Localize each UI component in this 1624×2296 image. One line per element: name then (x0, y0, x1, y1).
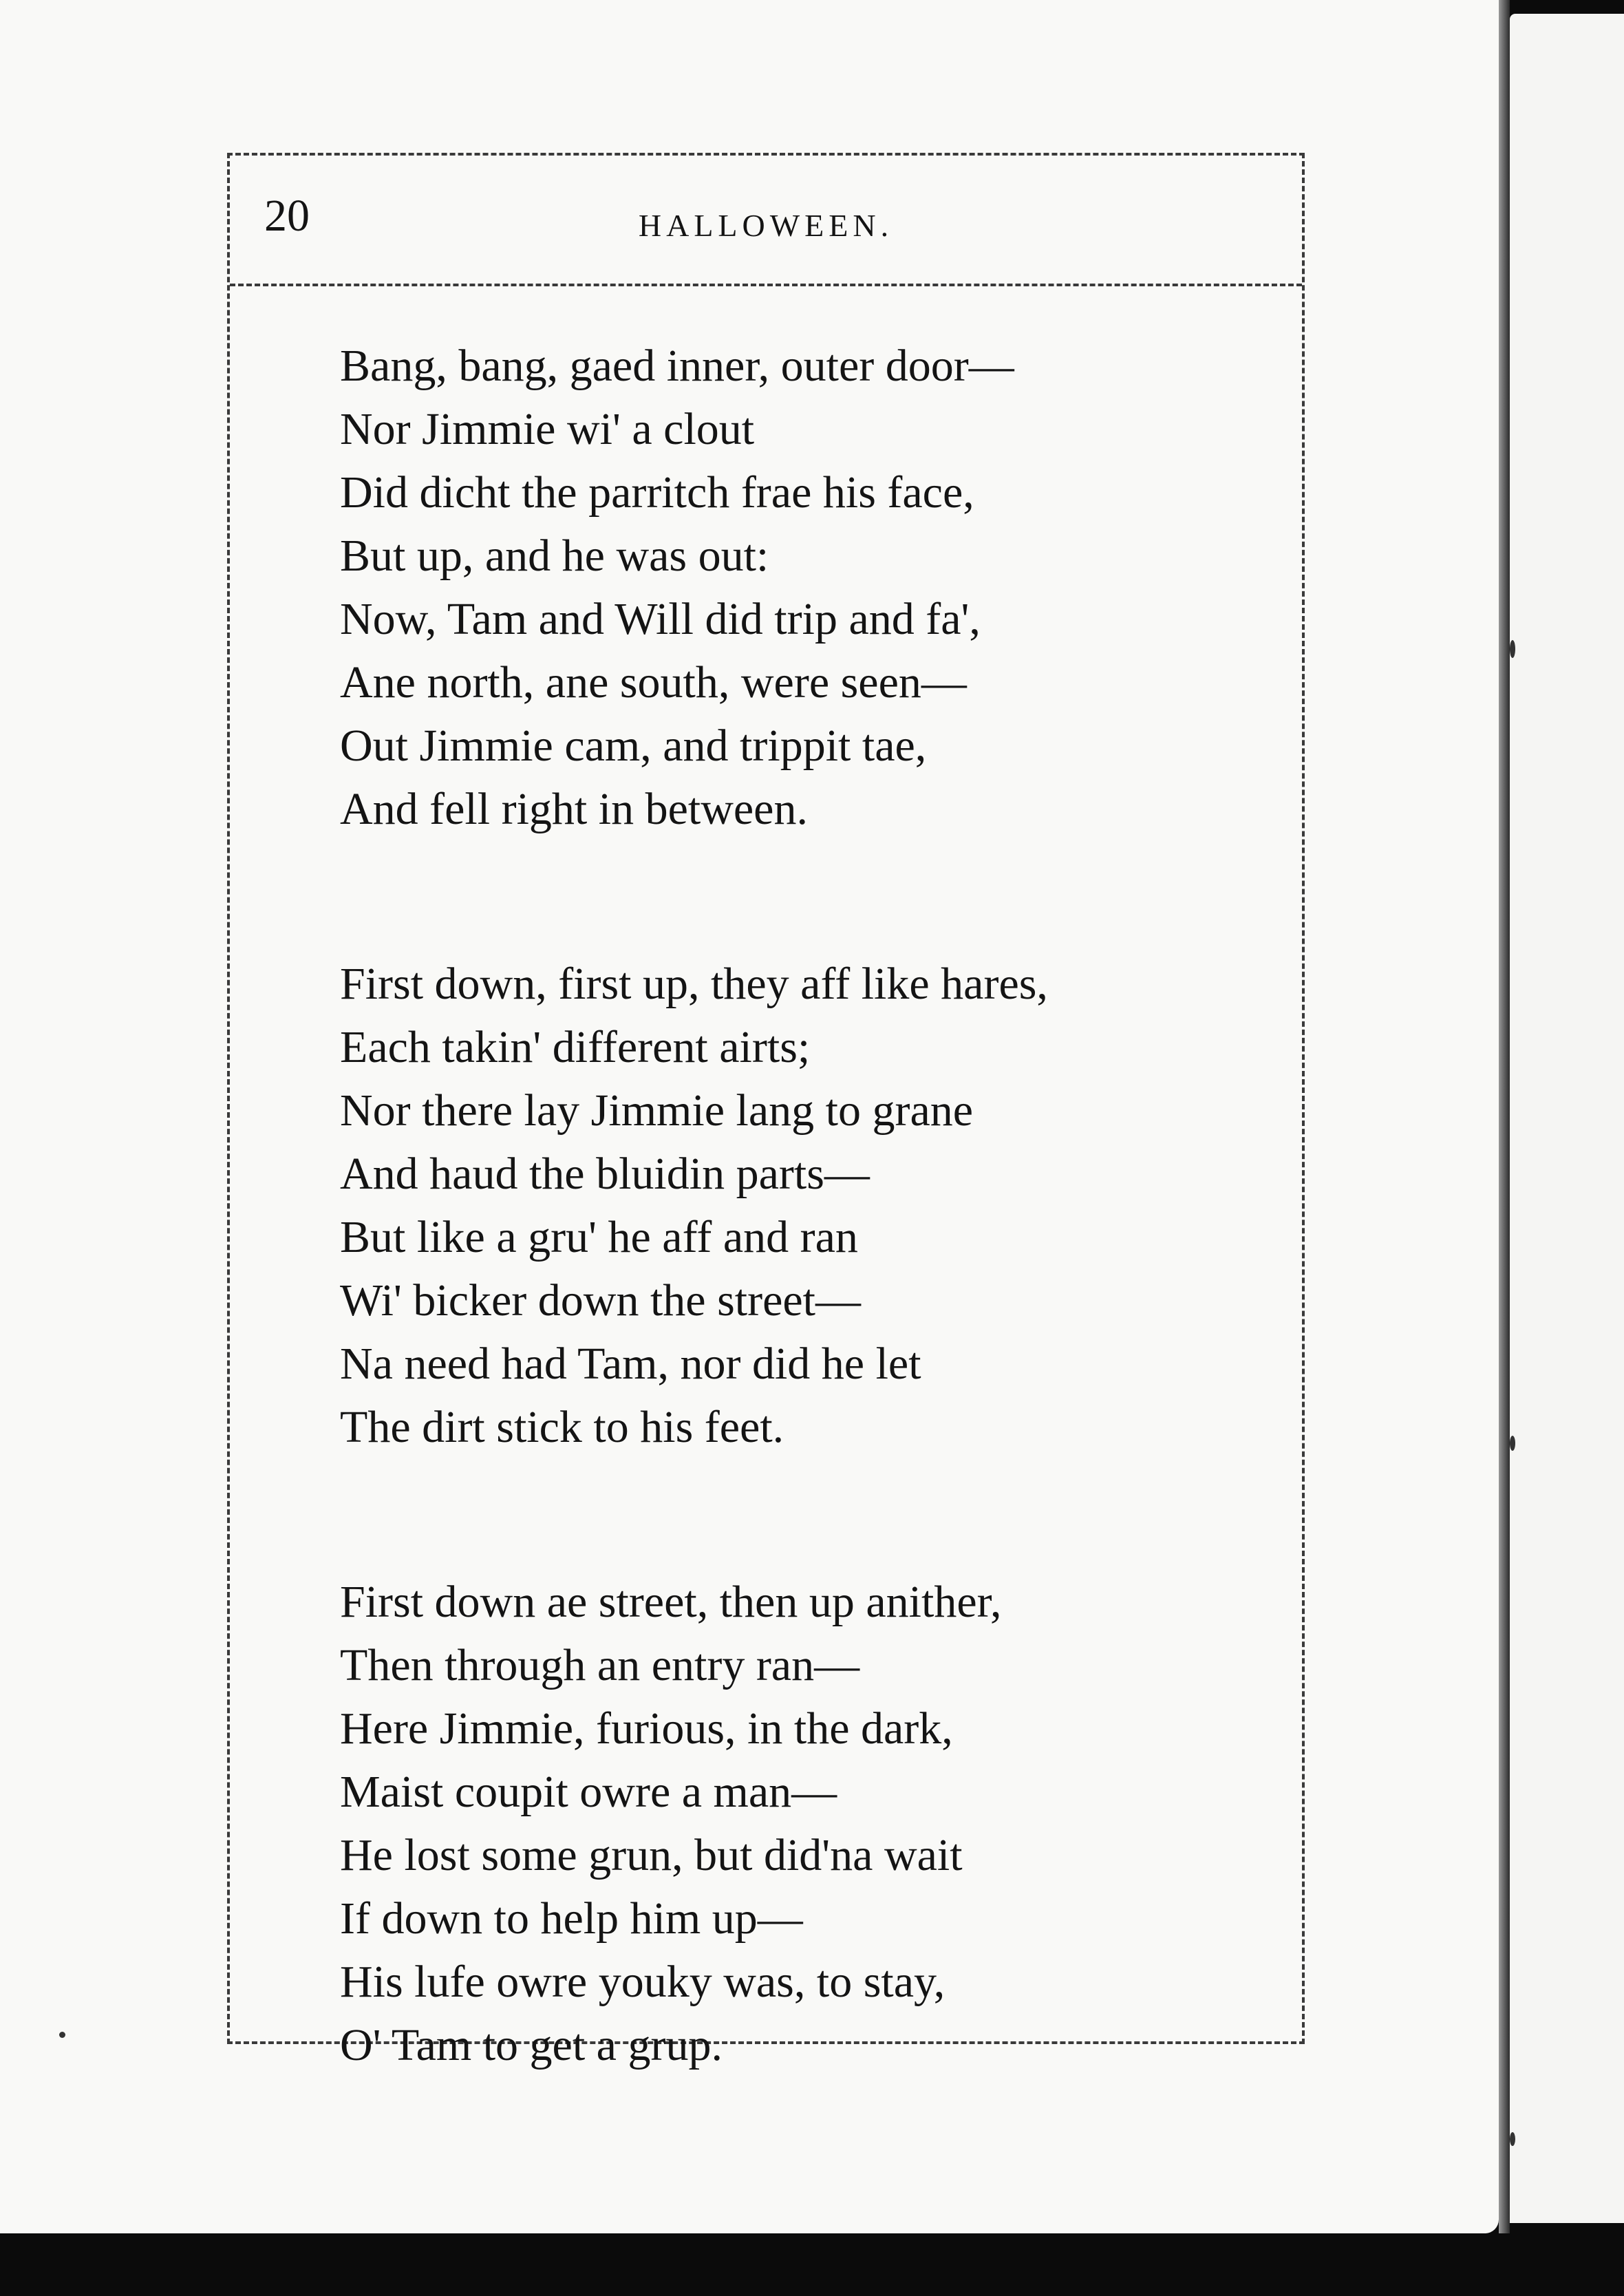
poem-line: Wi' bicker down the street— (340, 1275, 862, 1326)
poem-line: Na need had Tam, nor did he let (340, 1339, 921, 1389)
poem-line: First down, first up, they aff like hares, (340, 959, 1048, 1009)
stanza-1 (340, 334, 1262, 841)
header-divider (230, 284, 1302, 286)
ink-speck (59, 2032, 65, 2038)
poem-line: He lost some grun, but did'na wait (340, 1830, 963, 1880)
poem-line: But up, and he was out: (340, 531, 769, 581)
stanza-2 (340, 953, 1262, 1459)
poem-line: Then through an entry ran— (340, 1640, 860, 1690)
poem-line: O' Tam to get a grup. (340, 2020, 723, 2070)
poem-line: Each takin' different airts; (340, 1022, 811, 1072)
poem-line: Here Jimmie, furious, in the dark, (340, 1703, 953, 1754)
poem-line: If down to help him up— (340, 1893, 803, 1944)
dashed-text-frame (227, 153, 1305, 2070)
poem-line: First down ae street, then up anither, (340, 1577, 1002, 1627)
poem-line: The dirt stick to his feet. (340, 1402, 784, 1452)
poem-line: Out Jimmie cam, and trippit tae, (340, 721, 927, 771)
page-number: 20 (264, 191, 310, 241)
poem-line: And haud the bluidin parts— (340, 1149, 870, 1199)
ink-speck (1510, 1436, 1515, 1451)
facing-page-edge (1510, 14, 1624, 2223)
poem-line: Bang, bang, gaed inner, outer door— (340, 341, 1014, 391)
poem-line: Nor Jimmie wi' a clout (340, 404, 755, 454)
stanza-3 (340, 1571, 1262, 2077)
poem-line: But like a gru' he aff and ran (340, 1212, 858, 1262)
poem-line: And fell right in between. (340, 784, 808, 834)
poem-line: Nor there lay Jimmie lang to grane (340, 1085, 974, 1136)
ink-speck (1510, 2132, 1515, 2146)
poem-line: Maist coupit owre a man— (340, 1767, 837, 1817)
poem (340, 334, 1262, 2077)
running-head: HALLOWEEN. (638, 208, 894, 243)
poem-line: Now, Tam and Will did trip and fa', (340, 594, 981, 644)
book-gutter (1499, 0, 1510, 2233)
poem-line: Ane north, ane south, were seen— (340, 657, 967, 708)
poem-line: His lufe owre youky was, to stay, (340, 1957, 945, 2007)
ink-speck (1510, 640, 1515, 658)
poem-line: Did dicht the parritch frae his face, (340, 467, 974, 518)
